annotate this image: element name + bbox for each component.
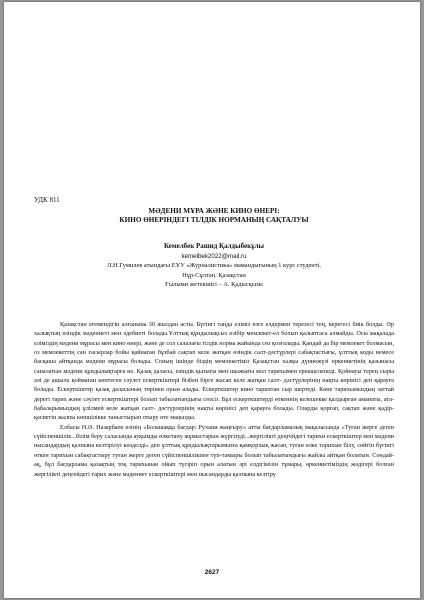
body-paragraph: Елбасы Н.Ә. Назарбаев өзінің «Болашаққа бағдар: Рухани жаңғыру» атты бағдарламалық мақаласында «Туған жерге деген сүйіспеншілік...білім беру саласында ауқымды өлкетану жұмыстарын жүргізуді...жергілікті деңгейдегі тарихи ескерткіштер мен мәдени нысандардың қалпына келтірілуі көзделді» деп ұлттық құндылықтарымызға қамқорлық жасап, туған өлке тарихын білу, сөйтіп бүгінгі өткен тарихын сабақтастыру туған жерге деген сүйіспеншілікпен түп-тамыры болып табылатындығы жайлы айтқан болатын. Сондай-ақ, бұл бағдарлама қазақтың тоқ тарихынан ойып түсіріп орын алатын әрі елдігімізін тұмары, өркениетіміздің жәдігері болған жергілікті деңгейдегі тарих және мәдениет ескерткіштері мен нысандарды қалпына келтіру [34,423,394,478]
author-location: Нұр-Сұлтан, Қазақстан [182,271,246,279]
body-paragraph: Қазақстан егемендігін алғанына 30 жылдан асты. Бүгінгі таңда еліміз өзге елдермен терезесі тең, керегесі биік болды. Әр халықтың өзіндік мәдениеті мен әдебиеті болады.Ұлттық құндылықсыз өзібір мемлекет-ел болып қалыптаса алмайды. Осы мақалада еліміздің мәдени мұрасы мен кино өнері, және де сол салалағы тілдік норма жайында сөз қозғалады. Қандай да бір мемлекет болмасын, оз мемлекеттің сан ғасырлар бойы қайнаған бұзбай сақтап келе жатқан өзіндік салт-дәстүрлері сабақтастығы, ұлттық коды немесе басқаша айтқанда мәдени мұрасы болады. Соның ішінде біздің мемлекетіміз Қазақстан халқы дүниежүзі өркениетінің қазынасы саналатын мәдени құндылықтарға ие. Қазақ даласы, өзіндік қызығы мен шыжығы мол тарихымен ерекшеленеді. Қойнауы терең сыры әлі де ашыла қоймаған көптеген сәулет ескерткіштері бізбен бірге жасап келе жатқан салт- дәстүрлерінің нақты көрінісі деп қарауға болады. Ескерткіштер қазақ даласының төрінен орын алады. Ескерткіштер кино тарихтан сыр шертеді. Көне тарихымыздың заттай дерегі тарих және сәулет ескерткіштері болып табылатындығы сөзсіз. Бұл ескерткіштерді өткеннің келешекке қалдырған аманаты, ата-бабаларымыздың ұлілмей келе жатқан салт- дәстүрлерінің нақты көрінісі деп қарауға болады. Оларды қорғап, сақтап және қадір-қасиетін жалпы көпшілікке таныстырып отыру өте маңызды. [34,321,394,422]
paper-page [4,2,420,598]
author-name: Кемелбек Рашид Қалдыбекұлы [163,242,265,250]
udk-code: УДК 811 [34,196,60,204]
author-block [34,242,394,290]
supervisor: Ғылыми жетекшісі – А. Қадысқызы [165,281,263,289]
page-number: 2627 [204,569,220,576]
author-affiliation: Л.Н.Гумилев атындағы ЕҰУ «Журналистика» мамандығының 1 курс студенті, [107,262,321,270]
article-title [34,207,394,225]
author-email[interactable]: kemelbek2022@mail.ru [181,252,247,260]
article-body [34,320,394,479]
title-line: КИНО ӨНЕРІНДЕГІ ТІЛДІК НОРМАНЫҢ САҚТАЛУЫ [119,216,309,224]
title-line: МӘДЕНИ МҰРА ЖӘНЕ КИНО ӨНЕРІ: [148,207,280,215]
